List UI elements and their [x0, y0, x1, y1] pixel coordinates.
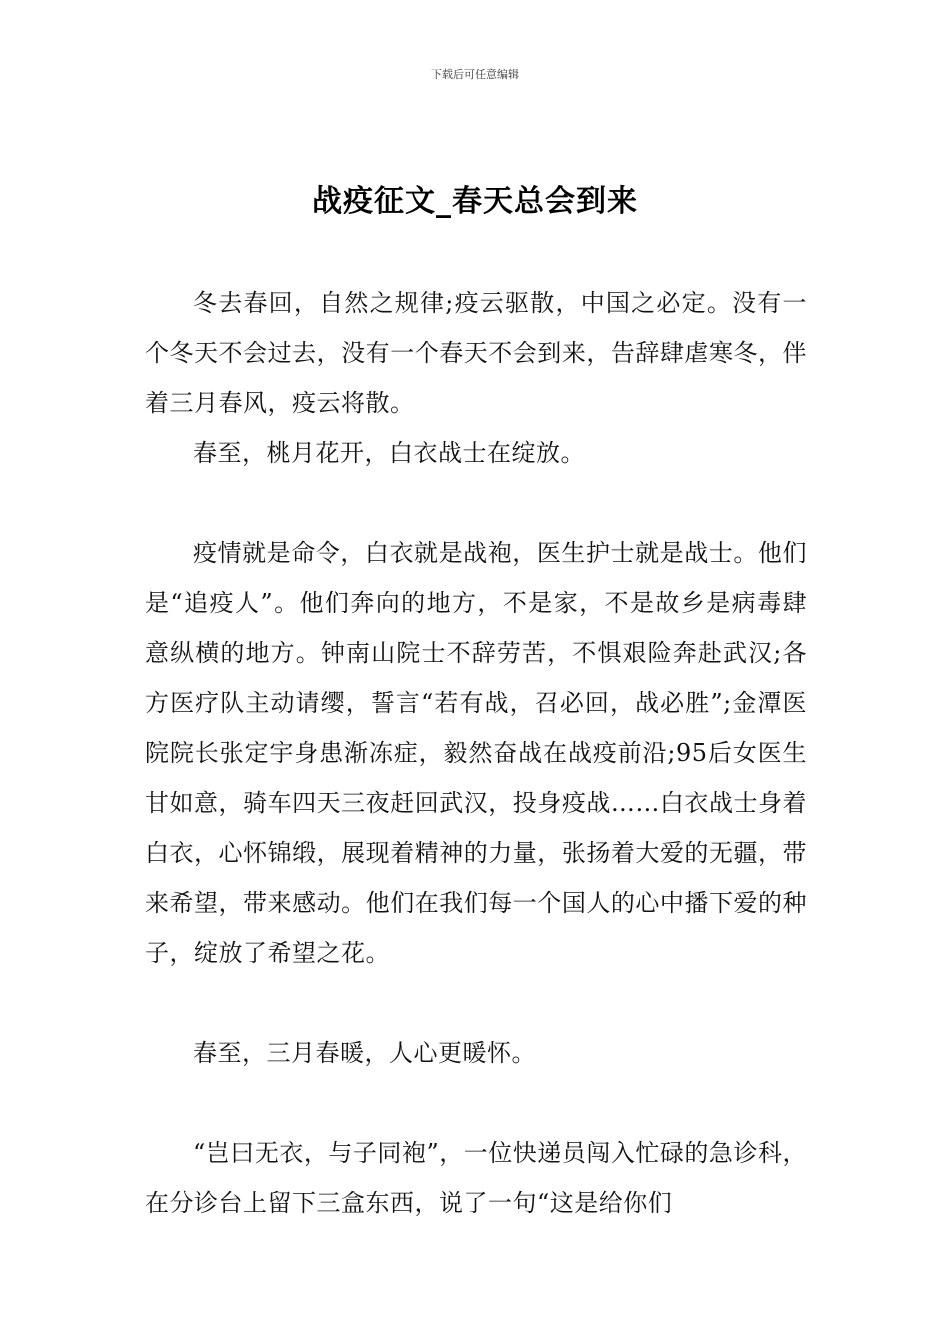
paragraph-3: 疫情就是命令，白衣就是战袍，医生护士就是战士。他们是“追疫人”。他们奔向的地方，不是家，不是故乡是病毒肆意纵横的地方。钟南山院士不辞劳苦，不惧艰险奔赴武汉;各方医疗队主动请缨，誓言“若有战，召必回，战必胜”;金潭医院院长张定宇身患渐冻症，毅然奋战在战疫前沿;95后女医生甘如意，骑车四天三夜赶回武汉，投身疫战……白衣战士身着白衣，心怀锦缎，展现着精神的力量，张扬着大爱的无疆，带来希望，带来感动。他们在我们每一个国人的心中播下爱的种子，绽放了希望之花。 — [145, 539, 807, 967]
paragraph-1: 冬去春回，自然之规律;疫云驱散，中国之必定。没有一个冬天不会过去，没有一个春天不会到来，告辞肆虐寒冬，伴着三月春风，疫云将散。 — [145, 289, 807, 417]
paragraph-4: 春至，三月春暖，人心更暖怀。 — [193, 1039, 536, 1067]
paragraph-2: 春至，桃月花开，白衣战士在绽放。 — [193, 439, 585, 467]
paragraph-5: “岂曰无衣，与子同袍”，一位快递员闯入忙碌的急诊科，在分诊台上留下三盒东西，说了一句“这是给你们 — [145, 1139, 807, 1217]
header-note: 下载后可任意编辑 — [431, 68, 519, 81]
document-title: 战疫征文_春天总会到来 — [312, 184, 638, 219]
document-body — [145, 278, 807, 1228]
